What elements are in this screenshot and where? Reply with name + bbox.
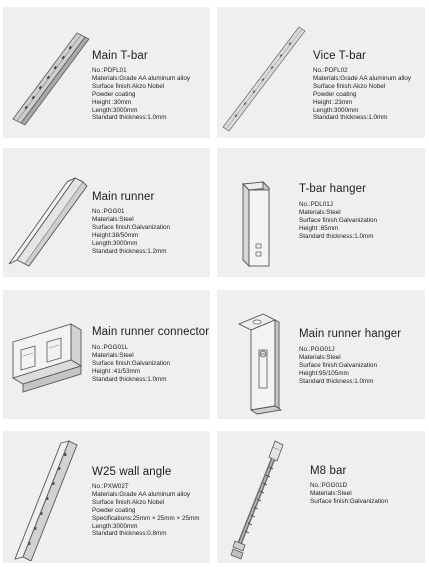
spec-line: No.:PDL01J <box>299 201 333 208</box>
spec-line: Surface finish:Galvanization <box>299 361 378 369</box>
spec-line: No.:PGG01 <box>92 208 125 215</box>
spec-line: Surface finish:Akzo Nobel <box>313 82 386 90</box>
spec-line: Height :30mm <box>92 98 132 106</box>
spec-line: Materials:Steel <box>92 351 134 359</box>
spec-line: Standard thickness:1.0mm <box>92 375 167 383</box>
spec-line: Standard thickness:1.0mm <box>299 377 374 385</box>
spec-line: Height :41/53mm <box>92 367 140 375</box>
spec-line: Length:3000mm <box>313 106 359 114</box>
spec-line: No.:PGG01D <box>310 482 348 489</box>
m8-bar-illustration <box>227 437 297 561</box>
spec-line: Materials:Steel <box>299 353 341 361</box>
wall-angle-illustration <box>9 439 85 561</box>
spec-line: Height :23mm <box>313 98 353 106</box>
spec-line: Standard thickness:1.0mm <box>92 114 167 122</box>
spec-line: Powder coating <box>313 90 357 98</box>
spec-line: Height:38/50mm <box>92 231 139 239</box>
spec-line: Surface finish:Galvanization <box>92 223 171 231</box>
product-title: Vice T-bar <box>313 50 366 62</box>
product-card-main-t-bar <box>3 7 210 138</box>
spec-line: Length:3000mm <box>92 522 138 530</box>
product-card-w25-wall-angle <box>3 431 210 563</box>
product-title: Main T-bar <box>92 50 148 62</box>
spec-line: Materials:Grade AA aluminum alloy <box>92 74 190 82</box>
spec-line: Surface finish:Galvanization <box>310 497 389 505</box>
product-title: M8 bar <box>310 465 347 477</box>
vice-t-bar-illustration <box>219 23 309 135</box>
spec-line: Surface finish:Galvanization <box>299 216 378 224</box>
product-title: T-bar hanger <box>299 183 367 195</box>
spec-line: Length:3000mm <box>92 106 138 114</box>
spec-line: Materials:Grade AA aluminum alloy <box>92 490 190 498</box>
product-title: W25 wall angle <box>92 466 172 478</box>
spec-line: Standard thickness:1.0mm <box>299 232 374 240</box>
spec-line: Materials:Grade AA aluminum alloy <box>313 74 411 82</box>
spec-line: Standard thickness:1.0mm <box>313 114 388 122</box>
product-card-main-runner-connector <box>3 290 210 419</box>
main-runner-illustration <box>7 176 89 268</box>
product-specs <box>299 346 377 386</box>
spec-line: Specifications:25mm × 25mm × 25mm <box>92 514 200 522</box>
spec-line: Surface finish:Akzo Nobel <box>92 498 165 506</box>
product-title: Main runner hanger <box>299 328 402 340</box>
spec-line: No.:PDFL01 <box>92 67 127 74</box>
main-t-bar-illustration <box>7 27 95 127</box>
spec-line: Standard thickness:0.8mm <box>92 530 167 538</box>
product-card-vice-t-bar <box>217 7 425 138</box>
product-card-main-runner-hanger <box>217 290 425 419</box>
product-specs <box>313 67 411 122</box>
product-card-t-bar-hanger <box>217 148 425 277</box>
product-specs <box>299 201 377 241</box>
product-specs <box>92 344 170 384</box>
spec-line: No.:PDFL02 <box>313 67 348 74</box>
spec-line: Height :65mm <box>299 224 339 232</box>
main-runner-hanger-illustration <box>235 310 285 416</box>
spec-line: No.:PGG01L <box>92 344 129 351</box>
product-card-main-runner <box>3 148 210 277</box>
spec-line: No.:PXW02T <box>92 483 129 490</box>
spec-line: Materials:Steel <box>310 489 352 497</box>
product-card-m8-bar <box>217 431 425 563</box>
spec-line: Length:3000mm <box>92 239 138 247</box>
product-title: Main runner connector <box>92 326 210 338</box>
product-specs <box>92 208 170 255</box>
product-specs <box>310 482 388 506</box>
spec-line: Powder coating <box>92 90 136 98</box>
t-bar-hanger-illustration <box>239 178 279 270</box>
spec-line: No.:PGG01J <box>299 346 335 353</box>
spec-line: Surface finish:Galvanization <box>92 359 171 367</box>
product-specs <box>92 483 199 538</box>
spec-line: Materials:Steel <box>92 215 134 223</box>
product-title: Main runner <box>92 191 155 203</box>
spec-line: Surface finish:Akzo Nobel <box>92 82 165 90</box>
product-specs <box>92 67 190 122</box>
spec-line: Standard thickness:1.2mm <box>92 247 167 255</box>
main-runner-connector-illustration <box>9 320 95 402</box>
spec-line: Height:95/105mm <box>299 369 349 377</box>
spec-line: Powder coating <box>92 506 136 514</box>
spec-line: Materials:Steel <box>299 208 341 216</box>
